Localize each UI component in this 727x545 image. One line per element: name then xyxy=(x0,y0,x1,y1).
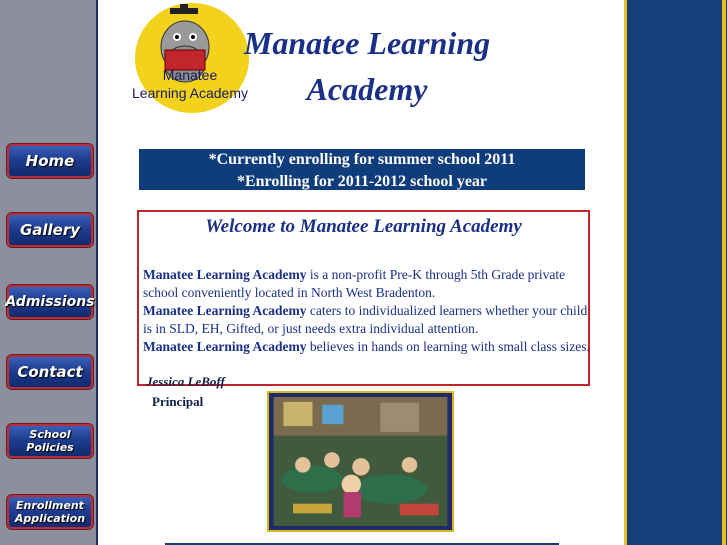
page-title: Manatee Learning Academy xyxy=(243,25,491,107)
welcome-text-3: believes in hands on learning with small class sizes. xyxy=(306,339,590,354)
right-gold-stripe xyxy=(722,0,726,545)
school-name-1: Manatee Learning Academy xyxy=(143,267,307,282)
enrollment-banner xyxy=(139,149,585,190)
welcome-paragraph-1 xyxy=(143,266,591,302)
nav-home-button[interactable]: Home xyxy=(7,144,93,178)
nav-contact-button[interactable]: Contact xyxy=(7,355,93,389)
svg-text:Learning Academy: Learning Academy xyxy=(132,85,248,101)
nav-enrollment-application-button[interactable] xyxy=(7,495,93,529)
right-decorative-bar xyxy=(624,0,727,545)
classroom-photo-image xyxy=(273,397,448,526)
welcome-text-2: caters to individualized learners whether your child is in SLD, EH, Gifted, or just needs extra individual attention. xyxy=(143,303,588,336)
banner-line1: *Currently enrolling for summer school 2011 xyxy=(208,151,516,168)
classroom-photo[interactable] xyxy=(267,391,454,532)
nav-school-policies-line1: School xyxy=(29,428,71,441)
welcome-paragraph-3 xyxy=(143,338,591,356)
welcome-box xyxy=(137,210,590,386)
welcome-body xyxy=(143,266,591,356)
svg-text:Manatee: Manatee xyxy=(162,67,218,83)
nav-admissions-button[interactable]: Admissions xyxy=(7,285,93,319)
school-name-3: Manatee Learning Academy xyxy=(143,339,307,354)
school-name-2: Manatee Learning Academy xyxy=(143,303,307,318)
banner-line2: *Enrolling for 2011-2012 school year xyxy=(236,173,488,190)
welcome-heading: Welcome to Manatee Learning Academy xyxy=(205,216,522,237)
principal-signature: Jessica LeBoff xyxy=(146,374,225,389)
nav-gallery-button[interactable]: Gallery xyxy=(7,213,93,247)
welcome-text-1: is a non-profit Pre-K through 5th Grade private school conveniently located in North West Bradenton. xyxy=(143,267,566,300)
nav-school-policies-button[interactable] xyxy=(7,424,93,458)
welcome-paragraph-2 xyxy=(143,302,591,338)
nav-enrollment-line1: Enrollment xyxy=(16,499,84,512)
nav-school-policies-line2: Policies xyxy=(26,441,74,454)
left-sidebar xyxy=(0,0,98,545)
nav-enrollment-line2: Application xyxy=(14,512,86,525)
principal-role: Principal xyxy=(152,394,204,409)
